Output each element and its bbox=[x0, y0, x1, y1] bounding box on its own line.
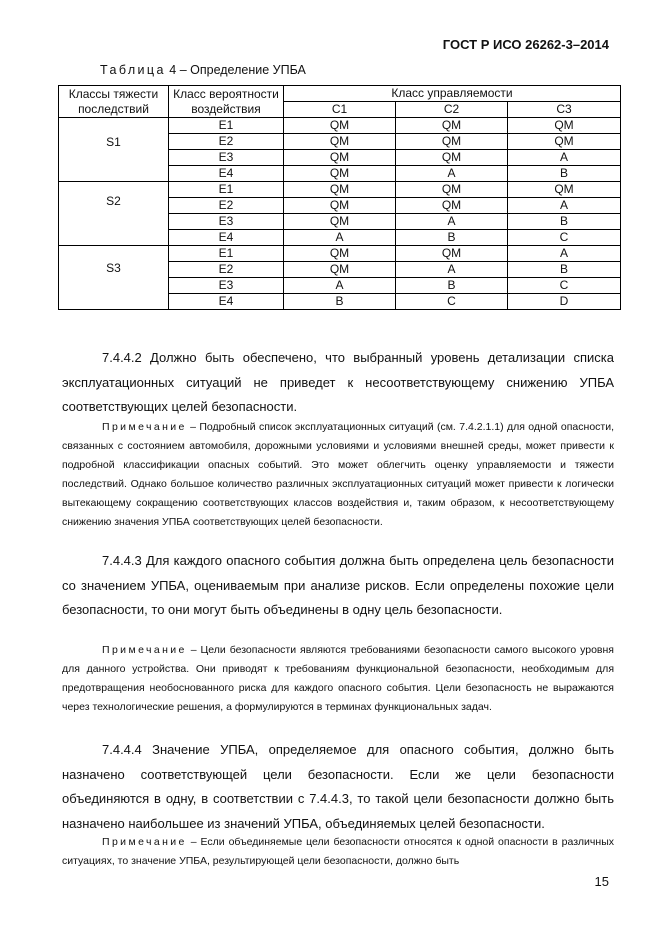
exposure-cell: E4 bbox=[169, 294, 284, 310]
asil-cell: QM bbox=[284, 214, 396, 230]
asil-cell: QM bbox=[284, 134, 396, 150]
asil-cell: A bbox=[396, 166, 508, 182]
asil-cell: D bbox=[508, 294, 621, 310]
severity-cell: S3 bbox=[59, 246, 169, 310]
note-3 bbox=[62, 833, 614, 871]
header-c1: C1 bbox=[284, 102, 396, 118]
asil-cell: A bbox=[284, 278, 396, 294]
exposure-cell: E2 bbox=[169, 134, 284, 150]
table-row bbox=[59, 118, 621, 134]
exposure-cell: E1 bbox=[169, 182, 284, 198]
exposure-cell: E3 bbox=[169, 150, 284, 166]
note-label: Примечание bbox=[102, 421, 187, 433]
asil-determination-table bbox=[58, 85, 621, 310]
asil-cell: QM bbox=[508, 182, 621, 198]
exposure-cell: E1 bbox=[169, 246, 284, 262]
paragraph-7-4-4-2: 7.4.4.2 Должно быть обеспечено, что выбранный уровень детализации списка эксплуатационных ситуаций не приведет к несоответствующему снижению УПБА соответствующих целей безопасности. bbox=[62, 350, 614, 414]
asil-cell: QM bbox=[508, 118, 621, 134]
asil-cell: QM bbox=[396, 182, 508, 198]
asil-cell: QM bbox=[284, 118, 396, 134]
header-controllability: Класс управляемости bbox=[284, 86, 621, 102]
asil-cell: QM bbox=[284, 150, 396, 166]
asil-cell: QM bbox=[396, 150, 508, 166]
severity-cell: S1 bbox=[59, 118, 169, 182]
asil-cell: C bbox=[396, 294, 508, 310]
asil-cell: A bbox=[396, 262, 508, 278]
exposure-cell: E1 bbox=[169, 118, 284, 134]
asil-cell: QM bbox=[284, 262, 396, 278]
header-c3: C3 bbox=[508, 102, 621, 118]
asil-cell: QM bbox=[396, 118, 508, 134]
asil-cell: QM bbox=[284, 246, 396, 262]
exposure-cell: E4 bbox=[169, 230, 284, 246]
asil-cell: QM bbox=[508, 134, 621, 150]
asil-cell: B bbox=[508, 166, 621, 182]
note-text: – Цели безопасности являются требованиями безопасности самого высокого уровня для данного устройства. Они приводят к требованиям функциональной безопасности, необходимым для предотвращения необоснованного риска для каждого опасного события. Цели безопасность не выражаются через технологические решения, а формулируются в терминах функциональных задач. bbox=[62, 644, 614, 713]
asil-cell: QM bbox=[284, 198, 396, 214]
page-number: 15 bbox=[594, 874, 609, 889]
note-text: – Подробный список эксплуатационных ситуаций (см. 7.4.2.1.1) для одной опасности, связанных с состоянием автомобиля, дорожными условиями и условиями внешней среды, может привести к подробной классификации опасных событий. Это может облегчить оценку управляемости и тяжести последствий. Однако большое количество различных эксплуатационных ситуаций может привести к логически вытекающему сокращению соответствующих классов воздействия и, таким образом, к несоответствующему снижению значения УПБА соответствующих целей безопасности. bbox=[62, 421, 614, 528]
exposure-cell: E3 bbox=[169, 278, 284, 294]
exposure-cell: E2 bbox=[169, 198, 284, 214]
asil-cell: A bbox=[508, 150, 621, 166]
note-1 bbox=[62, 418, 614, 532]
asil-cell: QM bbox=[396, 246, 508, 262]
exposure-cell: E2 bbox=[169, 262, 284, 278]
note-2 bbox=[62, 641, 614, 717]
paragraph-7-4-4-4: 7.4.4.4 Значение УПБА, определяемое для опасного события, должно быть назначено соответствующей цели безопасности. Если же цели безопасности объединяются в одну, в соответствии с 7.4.4.3, то такой цели безопасности должно быть назначено наибольшее из значений УПБА, объединяемых целей безопасности. bbox=[62, 742, 614, 831]
note-text: – Если объединяемые цели безопасности относятся к одной опасности в различных ситуациях, то значение УПБА, результирующей цели безопасности, должно быть bbox=[62, 836, 614, 867]
asil-cell: QM bbox=[284, 166, 396, 182]
table-row bbox=[59, 182, 621, 198]
exposure-cell: E3 bbox=[169, 214, 284, 230]
table-caption bbox=[100, 63, 306, 77]
asil-cell: A bbox=[508, 198, 621, 214]
table-caption-title: 4 – Определение УПБА bbox=[169, 63, 306, 77]
asil-cell: C bbox=[508, 230, 621, 246]
asil-cell: B bbox=[396, 230, 508, 246]
asil-cell: B bbox=[396, 278, 508, 294]
asil-cell: C bbox=[508, 278, 621, 294]
document-standard-header: ГОСТ Р ИСО 26262-3–2014 bbox=[442, 37, 609, 52]
table-row bbox=[59, 246, 621, 262]
asil-cell: QM bbox=[396, 198, 508, 214]
header-severity: Классы тяжести последствий bbox=[59, 86, 169, 118]
exposure-cell: E4 bbox=[169, 166, 284, 182]
asil-cell: QM bbox=[284, 182, 396, 198]
asil-cell: B bbox=[508, 214, 621, 230]
asil-cell: A bbox=[396, 214, 508, 230]
asil-cell: B bbox=[508, 262, 621, 278]
paragraph-7-4-4-3: 7.4.4.3 Для каждого опасного события должна быть определена цель безопасности со значением УПБА, оцениваемым при анализе рисков. Если определены похожие цели безопасности, то они могут быть объединены в одну цель безопасности. bbox=[62, 553, 614, 617]
asil-cell: A bbox=[508, 246, 621, 262]
table-caption-label: Таблица bbox=[100, 63, 166, 77]
asil-cell: QM bbox=[396, 134, 508, 150]
header-c2: C2 bbox=[396, 102, 508, 118]
note-label: Примечание bbox=[102, 644, 187, 656]
asil-cell: B bbox=[284, 294, 396, 310]
header-exposure: Класс вероятности воздействия bbox=[169, 86, 284, 118]
asil-cell: A bbox=[284, 230, 396, 246]
note-label: Примечание bbox=[102, 836, 187, 848]
severity-cell: S2 bbox=[59, 182, 169, 246]
